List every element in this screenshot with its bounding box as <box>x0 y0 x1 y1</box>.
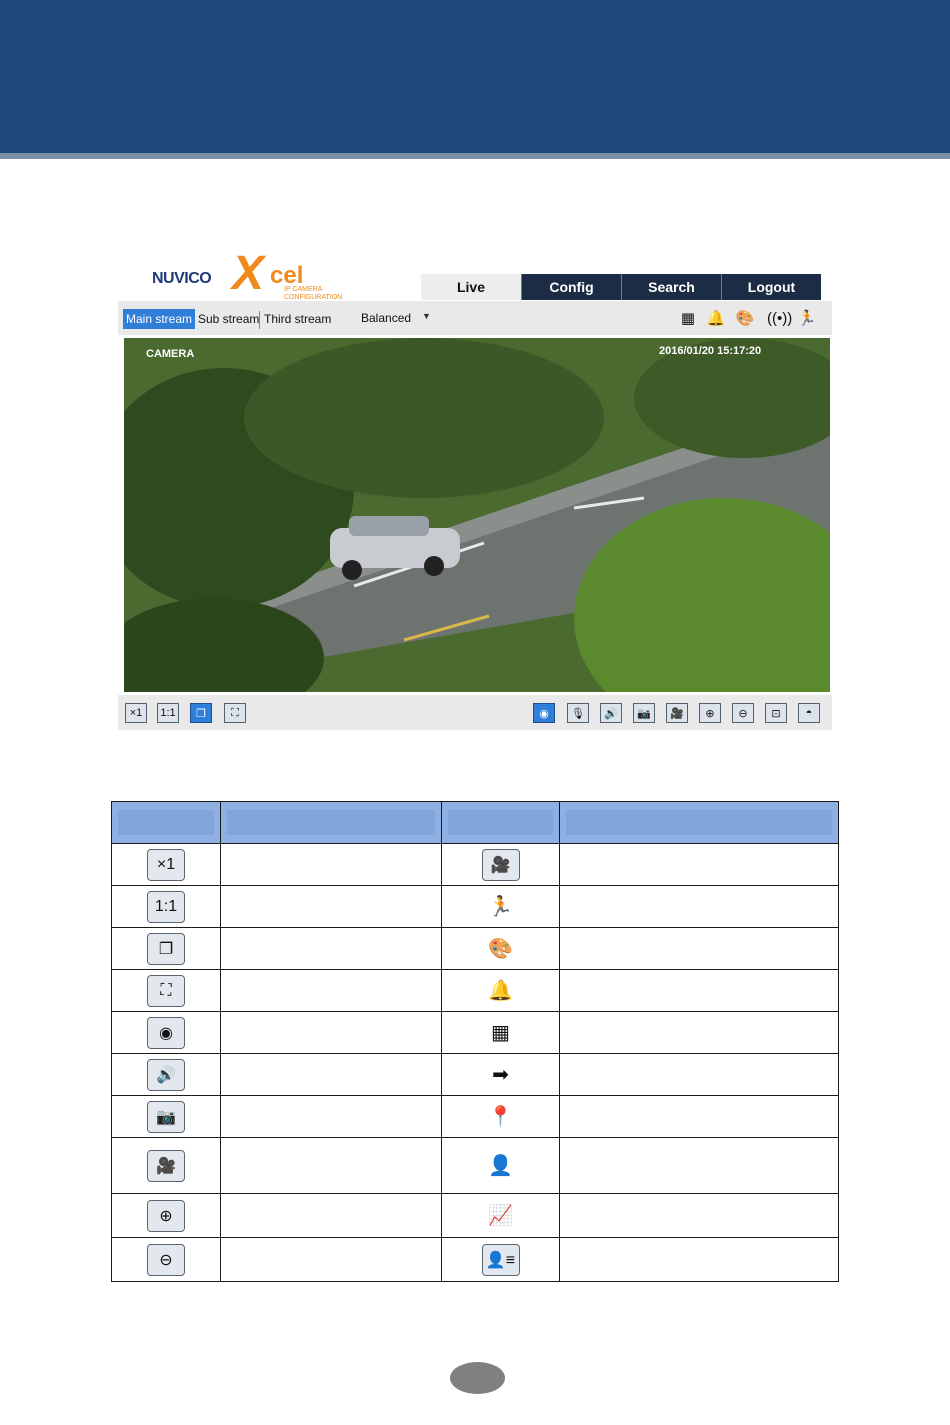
signal-icon[interactable]: ((•)) <box>767 310 793 327</box>
speaker-icon[interactable]: 🔊 <box>600 703 622 723</box>
fit-window-icon: 1:1 <box>147 891 185 923</box>
icon-cell <box>112 1054 221 1096</box>
description-cell <box>560 1096 839 1138</box>
original-size-icon[interactable]: ×1 <box>125 703 147 723</box>
description-cell <box>221 1012 442 1054</box>
icon-reference-table <box>111 801 839 1282</box>
icon-cell <box>442 1238 560 1282</box>
table-row <box>112 1138 839 1194</box>
tab-logout[interactable]: Logout <box>721 274 821 300</box>
mode-select[interactable]: Balanced <box>361 311 412 325</box>
tab-config[interactable]: Config <box>521 274 621 300</box>
logo-brand: NUVICO <box>152 270 212 287</box>
stream-divider <box>259 311 260 329</box>
tab-live[interactable]: Live <box>421 274 521 300</box>
mosaic-icon: ▦ <box>491 1022 510 1044</box>
chevron-down-icon[interactable]: ▼ <box>422 311 431 321</box>
table-row <box>112 1012 839 1054</box>
logo-x: X <box>232 247 265 300</box>
eye-icon[interactable]: ◉ <box>533 703 555 723</box>
zoom-out-icon: ⊖ <box>147 1244 185 1276</box>
header-divider <box>0 153 950 159</box>
camera-name-overlay: CAMERA <box>146 348 195 360</box>
original-size-icon: ×1 <box>147 849 185 881</box>
nuvico-logo <box>148 247 343 301</box>
video-controls-bar <box>118 695 832 730</box>
icon-cell <box>442 1054 560 1096</box>
motion-person-icon: 🏃 <box>488 896 513 918</box>
live-video[interactable] <box>124 338 830 692</box>
description-cell <box>221 1138 442 1194</box>
fullscreen-icon: ⛶ <box>147 975 185 1007</box>
icon-cell <box>442 1096 560 1138</box>
palette-icon: 🎨 <box>488 938 513 960</box>
bell-icon: 🔔 <box>488 980 513 1002</box>
icon-cell <box>442 886 560 928</box>
description-cell <box>560 1138 839 1194</box>
table-row <box>112 970 839 1012</box>
camera-snapshot-icon: 📷 <box>147 1101 185 1133</box>
table-row <box>112 886 839 928</box>
location-pin-icon: 📍 <box>488 1106 513 1128</box>
icon-cell <box>442 1012 560 1054</box>
description-cell <box>221 970 442 1012</box>
description-cell <box>221 1054 442 1096</box>
description-cell <box>221 928 442 970</box>
description-cell <box>560 1012 839 1054</box>
description-cell <box>221 1096 442 1138</box>
zoom-in-icon: ⊕ <box>147 1200 185 1232</box>
bell-icon[interactable]: 🔔 <box>706 310 726 327</box>
exit-arrow-icon: ➡ <box>492 1064 509 1086</box>
live-toolbar <box>118 301 832 335</box>
description-cell <box>221 844 442 886</box>
description-cell <box>221 1194 442 1238</box>
third-stream-button[interactable]: Third stream <box>264 312 332 326</box>
chart-icon: 📈 <box>488 1205 513 1227</box>
person-list-icon: 👤≡ <box>482 1244 520 1276</box>
person-running-icon[interactable]: 🏃 <box>797 310 817 327</box>
record-icon: 🎥 <box>147 1150 185 1182</box>
table-header-row <box>112 802 839 844</box>
camera-snapshot-icon[interactable]: 📷 <box>633 703 655 723</box>
description-cell <box>221 886 442 928</box>
icon-cell <box>112 1194 221 1238</box>
window-restore-icon[interactable]: ❐ <box>190 703 212 723</box>
camera-ui-screenshot <box>118 245 832 730</box>
icon-cell <box>112 1138 221 1194</box>
palette-icon[interactable]: 🎨 <box>735 310 755 327</box>
description-cell <box>221 1238 442 1282</box>
icon-cell <box>112 886 221 928</box>
sub-stream-button[interactable]: Sub stream <box>198 312 260 326</box>
table-row <box>112 1238 839 1282</box>
table-row <box>112 1054 839 1096</box>
icon-cell <box>442 1194 560 1238</box>
zoom-in-icon[interactable]: ⊕ <box>699 703 721 723</box>
icon-cell <box>112 844 221 886</box>
table-row <box>112 844 839 886</box>
eye-icon: ◉ <box>147 1017 185 1049</box>
page-number-badge <box>450 1362 505 1394</box>
description-cell <box>560 928 839 970</box>
table-header-cell <box>560 802 839 844</box>
logo-subtitle: CONFIGURATION <box>284 294 343 301</box>
description-cell <box>560 886 839 928</box>
speaker-icon: 🔊 <box>147 1059 185 1091</box>
fullscreen-icon[interactable]: ⛶ <box>224 703 246 723</box>
table-header-cell <box>442 802 560 844</box>
logo-cel: cel <box>270 262 304 289</box>
table-header-cell <box>221 802 442 844</box>
sd-record-icon: 🎥 <box>482 849 520 881</box>
icon-cell <box>442 928 560 970</box>
icon-cell <box>112 970 221 1012</box>
description-cell <box>560 1194 839 1238</box>
focus-icon[interactable]: ⊡ <box>765 703 787 723</box>
tab-search[interactable]: Search <box>621 274 721 300</box>
icon-cell <box>442 1138 560 1194</box>
video-scene <box>124 338 830 692</box>
table-row <box>112 1194 839 1238</box>
description-cell <box>560 1054 839 1096</box>
microphone-icon[interactable]: 🎙 <box>567 703 589 723</box>
main-stream-button[interactable]: Main stream <box>123 309 195 329</box>
mosaic-icon[interactable]: ▦ <box>680 310 696 327</box>
table-row <box>112 1096 839 1138</box>
fit-window-icon[interactable]: 1:1 <box>157 703 179 723</box>
icon-cell <box>442 970 560 1012</box>
icon-cell <box>112 928 221 970</box>
icon-cell <box>112 1012 221 1054</box>
description-cell <box>560 970 839 1012</box>
face-detect-icon: 👤 <box>488 1155 513 1177</box>
timestamp-overlay: 2016/01/20 15:17:20 <box>659 345 762 357</box>
icon-cell <box>442 844 560 886</box>
description-cell <box>560 1238 839 1282</box>
zoom-out-icon[interactable]: ⊖ <box>732 703 754 723</box>
header-band <box>0 0 950 153</box>
window-restore-icon: ❐ <box>147 933 185 965</box>
icon-cell <box>112 1238 221 1282</box>
main-tabs <box>421 274 821 300</box>
table-header-cell <box>112 802 221 844</box>
ptz-dome-icon[interactable]: ◓ <box>798 703 820 723</box>
icon-cell <box>112 1096 221 1138</box>
logo-subtitle: IP CAMERA <box>284 286 323 293</box>
record-icon[interactable]: 🎥 <box>666 703 688 723</box>
table-body <box>112 844 839 1282</box>
table-row <box>112 928 839 970</box>
description-cell <box>560 844 839 886</box>
